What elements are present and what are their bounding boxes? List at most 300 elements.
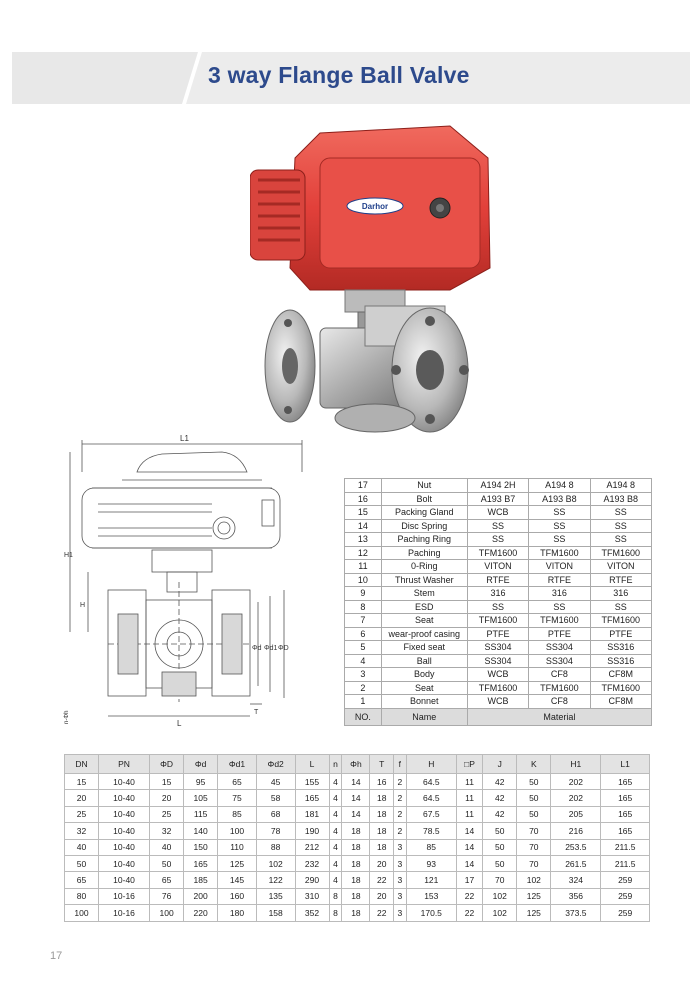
material-cell: SS — [529, 519, 590, 533]
dimension-cell: 17 — [456, 872, 482, 888]
dimension-cell: 2 — [393, 806, 406, 822]
material-cell: Paching — [381, 546, 467, 560]
material-cell: 2 — [345, 681, 382, 695]
dimension-header-cell: n — [329, 755, 342, 774]
dimension-cell: 22 — [456, 888, 482, 904]
dimension-cell: 122 — [256, 872, 295, 888]
page-title: 3 way Flange Ball Valve — [208, 62, 470, 88]
dimension-cell: 78 — [256, 823, 295, 839]
dimension-header-cell: PN — [99, 755, 150, 774]
material-cell: 5 — [345, 641, 382, 655]
dimension-cell: 14 — [456, 823, 482, 839]
dimension-header-row — [65, 755, 650, 774]
dimension-cell: 140 — [184, 823, 218, 839]
dimension-cell: 11 — [456, 790, 482, 806]
dimension-cell: 15 — [65, 774, 99, 790]
dimension-cell: 125 — [517, 905, 551, 921]
dimension-cell: 64.5 — [406, 790, 456, 806]
dimension-cell: 165 — [184, 855, 218, 871]
dimension-cell: 50 — [517, 774, 551, 790]
material-cell: TFM1600 — [590, 546, 651, 560]
dimension-cell: 14 — [342, 790, 370, 806]
dimension-cell: 14 — [342, 774, 370, 790]
dimension-cell: 18 — [370, 823, 393, 839]
dimension-cell: 68 — [256, 806, 295, 822]
dimension-cell: 261.5 — [551, 855, 601, 871]
dimension-cell: 4 — [329, 806, 342, 822]
dimension-cell: 8 — [329, 888, 342, 904]
page-number: 17 — [50, 950, 63, 962]
dimension-cell: 165 — [601, 774, 650, 790]
dimension-cell: 212 — [295, 839, 329, 855]
material-cell: VITON — [590, 560, 651, 574]
material-cell: 10 — [345, 573, 382, 587]
dimension-cell: 95 — [184, 774, 218, 790]
dimension-cell: 4 — [329, 823, 342, 839]
dimension-cell: 100 — [218, 823, 257, 839]
dimension-cell: 259 — [601, 905, 650, 921]
dimension-cell: 10-16 — [99, 905, 150, 921]
material-cell: Stem — [381, 587, 467, 601]
material-cell: 1 — [345, 695, 382, 709]
material-cell: Disc Spring — [381, 519, 467, 533]
material-cell: 3 — [345, 668, 382, 682]
dimension-cell: 220 — [184, 905, 218, 921]
label-phid1: Φd1 — [264, 645, 278, 652]
dimension-cell: 18 — [342, 823, 370, 839]
material-cell: wear-proof casing — [381, 627, 467, 641]
dimension-cell: 211.5 — [601, 855, 650, 871]
dimension-cell: 20 — [150, 790, 184, 806]
material-cell: A194 8 — [590, 479, 651, 493]
dimension-header-cell: K — [517, 755, 551, 774]
dimension-cell: 85 — [218, 806, 257, 822]
dimension-cell: 200 — [184, 888, 218, 904]
dimension-cell: 10-40 — [99, 872, 150, 888]
dimension-cell: 65 — [150, 872, 184, 888]
dimension-cell: 32 — [65, 823, 99, 839]
dimension-cell: 80 — [65, 888, 99, 904]
dimension-cell: 75 — [218, 790, 257, 806]
dimension-cell: 10-40 — [99, 790, 150, 806]
material-cell: SS304 — [529, 654, 590, 668]
dimension-cell: 93 — [406, 855, 456, 871]
material-cell: 14 — [345, 519, 382, 533]
material-cell: 316 — [467, 587, 528, 601]
material-cell: SS316 — [590, 654, 651, 668]
material-cell: Ball — [381, 654, 467, 668]
dimension-cell: 88 — [256, 839, 295, 855]
dimension-cell: 165 — [601, 823, 650, 839]
dimension-cell: 4 — [329, 774, 342, 790]
dimension-cell: 50 — [483, 855, 517, 871]
material-cell: TFM1600 — [529, 546, 590, 560]
material-cell: SS — [529, 533, 590, 547]
dimension-cell: 185 — [184, 872, 218, 888]
dimension-cell: 50 — [150, 855, 184, 871]
material-cell: 13 — [345, 533, 382, 547]
dimension-cell: 211.5 — [601, 839, 650, 855]
dimension-cell: 102 — [483, 888, 517, 904]
material-row — [345, 600, 652, 614]
dimension-row — [65, 774, 650, 790]
dimension-cell: 20 — [370, 888, 393, 904]
material-row — [345, 479, 652, 493]
dimension-cell: 253.5 — [551, 839, 601, 855]
material-cell: WCB — [467, 695, 528, 709]
material-cell: A194 8 — [529, 479, 590, 493]
dimension-cell: 11 — [456, 774, 482, 790]
material-cell: 12 — [345, 546, 382, 560]
material-row — [345, 641, 652, 655]
dimension-cell: 50 — [483, 839, 517, 855]
dimension-cell: 205 — [551, 806, 601, 822]
dimension-cell: 8 — [329, 905, 342, 921]
material-cell: 6 — [345, 627, 382, 641]
material-cell: RTFE — [529, 573, 590, 587]
dimension-cell: 18 — [342, 905, 370, 921]
dimension-cell: 40 — [150, 839, 184, 855]
dimension-cell: 165 — [601, 790, 650, 806]
dimension-cell: 85 — [406, 839, 456, 855]
material-cell: A193 B8 — [529, 492, 590, 506]
dimension-cell: 25 — [65, 806, 99, 822]
dimension-cell: 115 — [184, 806, 218, 822]
dimension-cell: 20 — [65, 790, 99, 806]
dimension-cell: 181 — [295, 806, 329, 822]
material-cell: SS — [590, 506, 651, 520]
dimension-cell: 14 — [456, 855, 482, 871]
material-cell: 8 — [345, 600, 382, 614]
dimension-header-cell: H1 — [551, 755, 601, 774]
material-cell: SS304 — [467, 641, 528, 655]
dimension-cell: 10-40 — [99, 855, 150, 871]
dimension-cell: 180 — [218, 905, 257, 921]
dimension-cell: 202 — [551, 790, 601, 806]
dimension-row — [65, 823, 650, 839]
dimension-cell: 4 — [329, 872, 342, 888]
dimension-cell: 110 — [218, 839, 257, 855]
material-cell: Seat — [381, 614, 467, 628]
material-cell: PTFE — [529, 627, 590, 641]
dimension-cell: 150 — [184, 839, 218, 855]
material-cell: 7 — [345, 614, 382, 628]
dimension-header-cell: f — [393, 755, 406, 774]
technical-drawing — [62, 432, 342, 730]
dimension-cell: 3 — [393, 855, 406, 871]
dimension-cell: 324 — [551, 872, 601, 888]
material-cell: Body — [381, 668, 467, 682]
material-cell: TFM1600 — [529, 681, 590, 695]
dimension-header-cell: Φh — [342, 755, 370, 774]
material-row — [345, 533, 652, 547]
dimension-cell: 18 — [370, 839, 393, 855]
dimension-cell: 18 — [370, 790, 393, 806]
material-cell: CF8 — [529, 668, 590, 682]
material-cell: SS — [590, 519, 651, 533]
dimension-cell: 70 — [517, 855, 551, 871]
material-cell: 9 — [345, 587, 382, 601]
material-header-row — [345, 708, 652, 725]
dimension-header-cell: Φd2 — [256, 755, 295, 774]
dimension-cell: 15 — [150, 774, 184, 790]
dimension-row — [65, 855, 650, 871]
material-cell: VITON — [467, 560, 528, 574]
dimension-cell: 165 — [601, 806, 650, 822]
material-row — [345, 492, 652, 506]
dimension-cell: 259 — [601, 872, 650, 888]
material-cell: A193 B7 — [467, 492, 528, 506]
dimension-cell: 202 — [551, 774, 601, 790]
dimension-cell: 10-40 — [99, 774, 150, 790]
dimension-row — [65, 905, 650, 921]
material-cell: 17 — [345, 479, 382, 493]
material-cell: Fixed seat — [381, 641, 467, 655]
dimension-cell: 25 — [150, 806, 184, 822]
dimension-header-cell: ΦD — [150, 755, 184, 774]
dimension-header-cell: L1 — [601, 755, 650, 774]
dimension-row — [65, 839, 650, 855]
dimension-cell: 3 — [393, 839, 406, 855]
dimension-cell: 14 — [342, 806, 370, 822]
label-l: L — [177, 719, 182, 728]
dimension-cell: 2 — [393, 790, 406, 806]
dimensions-table — [64, 754, 650, 922]
dimension-cell: 125 — [517, 888, 551, 904]
dimension-cell: 145 — [218, 872, 257, 888]
material-cell: CF8 — [529, 695, 590, 709]
material-cell: 11 — [345, 560, 382, 574]
dimension-header-cell: DN — [65, 755, 99, 774]
material-cell: 316 — [590, 587, 651, 601]
dimension-cell: 232 — [295, 855, 329, 871]
material-cell: SS316 — [590, 641, 651, 655]
dimension-cell: 67.5 — [406, 806, 456, 822]
dimension-cell: 259 — [601, 888, 650, 904]
dimension-header-cell: L — [295, 755, 329, 774]
dimension-cell: 310 — [295, 888, 329, 904]
dimension-row — [65, 872, 650, 888]
material-cell: TFM1600 — [467, 614, 528, 628]
dimension-header-cell: Φd — [184, 755, 218, 774]
dimension-header-cell: Φd1 — [218, 755, 257, 774]
material-row — [345, 654, 652, 668]
dimension-cell: 58 — [256, 790, 295, 806]
material-row — [345, 506, 652, 520]
label-nphi: n-Φh — [64, 710, 70, 724]
dimension-cell: 3 — [393, 905, 406, 921]
material-cell: WCB — [467, 668, 528, 682]
dimension-cell: 14 — [456, 839, 482, 855]
material-cell: Paching Ring — [381, 533, 467, 547]
dimension-cell: 165 — [295, 790, 329, 806]
dimension-cell: 100 — [150, 905, 184, 921]
dimension-cell: 10-40 — [99, 823, 150, 839]
material-cell: SS — [467, 600, 528, 614]
dimension-header-cell: □P — [456, 755, 482, 774]
material-cell: TFM1600 — [467, 681, 528, 695]
dimension-cell: 373.5 — [551, 905, 601, 921]
material-cell: SS — [590, 533, 651, 547]
dimension-cell: 4 — [329, 839, 342, 855]
material-cell: Bonnet — [381, 695, 467, 709]
dimension-cell: 356 — [551, 888, 601, 904]
material-header-name: Name — [381, 708, 467, 725]
dimension-cell: 158 — [256, 905, 295, 921]
dimension-cell: 125 — [218, 855, 257, 871]
material-header-no: NO. — [345, 708, 382, 725]
dimension-cell: 100 — [65, 905, 99, 921]
dimension-cell: 76 — [150, 888, 184, 904]
label-l1: L1 — [180, 434, 189, 443]
label-phid: Φd — [252, 645, 262, 652]
dimension-cell: 18 — [342, 872, 370, 888]
dimension-cell: 42 — [483, 806, 517, 822]
material-cell: RTFE — [467, 573, 528, 587]
material-cell: TFM1600 — [590, 681, 651, 695]
dimension-cell: 42 — [483, 790, 517, 806]
dimension-cell: 10-40 — [99, 806, 150, 822]
dimension-cell: 18 — [370, 806, 393, 822]
dimension-cell: 160 — [218, 888, 257, 904]
product-photo — [250, 118, 500, 438]
dimension-cell: 18 — [342, 839, 370, 855]
material-cell: 4 — [345, 654, 382, 668]
material-row — [345, 587, 652, 601]
dimension-cell: 22 — [370, 872, 393, 888]
material-cell: TFM1600 — [467, 546, 528, 560]
dimension-row — [65, 790, 650, 806]
material-cell: 0-Ring — [381, 560, 467, 574]
dimension-cell: 352 — [295, 905, 329, 921]
dimension-cell: 22 — [456, 905, 482, 921]
dimension-cell: 70 — [483, 872, 517, 888]
dimension-cell: 16 — [370, 774, 393, 790]
dimension-row — [65, 888, 650, 904]
dimension-cell: 3 — [393, 872, 406, 888]
material-cell: 15 — [345, 506, 382, 520]
dimension-cell: 50 — [517, 806, 551, 822]
label-h: H — [80, 602, 86, 609]
material-row — [345, 695, 652, 709]
material-row — [345, 614, 652, 628]
dimension-cell: 4 — [329, 790, 342, 806]
material-cell: VITON — [529, 560, 590, 574]
material-row — [345, 668, 652, 682]
dimension-cell: 20 — [370, 855, 393, 871]
material-cell: Nut — [381, 479, 467, 493]
material-cell: CF8M — [590, 668, 651, 682]
material-cell: Thrust Washer — [381, 573, 467, 587]
label-phiD: ΦD — [278, 645, 289, 652]
material-cell: SS304 — [467, 654, 528, 668]
material-cell: CF8M — [590, 695, 651, 709]
dimension-cell: 4 — [329, 855, 342, 871]
material-cell: Packing Gland — [381, 506, 467, 520]
material-row — [345, 560, 652, 574]
dimension-cell: 102 — [483, 905, 517, 921]
dimension-cell: 18 — [342, 855, 370, 871]
dimension-cell: 102 — [517, 872, 551, 888]
dimension-cell: 170.5 — [406, 905, 456, 921]
material-cell: RTFE — [590, 573, 651, 587]
dimension-cell: 2 — [393, 774, 406, 790]
dimension-cell: 42 — [483, 774, 517, 790]
dimension-cell: 32 — [150, 823, 184, 839]
dimension-cell: 216 — [551, 823, 601, 839]
material-header-material: Material — [467, 708, 651, 725]
material-cell: SS — [467, 533, 528, 547]
dimension-cell: 135 — [256, 888, 295, 904]
material-cell: A193 B8 — [590, 492, 651, 506]
material-cell: SS — [467, 519, 528, 533]
material-row — [345, 627, 652, 641]
dimension-cell: 105 — [184, 790, 218, 806]
dimension-cell: 3 — [393, 888, 406, 904]
material-cell: WCB — [467, 506, 528, 520]
dimension-cell: 40 — [65, 839, 99, 855]
dimension-cell: 155 — [295, 774, 329, 790]
material-cell: TFM1600 — [529, 614, 590, 628]
material-cell: SS304 — [529, 641, 590, 655]
dimension-cell: 45 — [256, 774, 295, 790]
dimension-row — [65, 806, 650, 822]
dimension-header-cell: J — [483, 755, 517, 774]
material-cell: 16 — [345, 492, 382, 506]
dimension-cell: 121 — [406, 872, 456, 888]
dimension-cell: 70 — [517, 839, 551, 855]
material-cell: 316 — [529, 587, 590, 601]
dimension-cell: 70 — [517, 823, 551, 839]
dimension-cell: 65 — [218, 774, 257, 790]
material-cell: Bolt — [381, 492, 467, 506]
material-cell: Seat — [381, 681, 467, 695]
dimension-cell: 290 — [295, 872, 329, 888]
material-row — [345, 573, 652, 587]
dimension-cell: 10-40 — [99, 839, 150, 855]
dimension-cell: 190 — [295, 823, 329, 839]
dimension-header-cell: H — [406, 755, 456, 774]
dimension-cell: 10-16 — [99, 888, 150, 904]
material-cell: PTFE — [590, 627, 651, 641]
material-cell: ESD — [381, 600, 467, 614]
material-cell: SS — [529, 506, 590, 520]
material-row — [345, 519, 652, 533]
material-cell: A194 2H — [467, 479, 528, 493]
material-row — [345, 681, 652, 695]
material-cell: SS — [529, 600, 590, 614]
material-cell: SS — [590, 600, 651, 614]
dimension-header-cell: T — [370, 755, 393, 774]
dimension-cell: 50 — [517, 790, 551, 806]
dimension-cell: 50 — [65, 855, 99, 871]
dimension-cell: 65 — [65, 872, 99, 888]
label-h1: H1 — [64, 552, 73, 559]
dimension-cell: 102 — [256, 855, 295, 871]
dimension-cell: 50 — [483, 823, 517, 839]
dimension-cell: 64.5 — [406, 774, 456, 790]
brand-logo: Darhor — [361, 202, 389, 211]
materials-table — [344, 478, 652, 726]
dimension-cell: 18 — [342, 888, 370, 904]
material-cell: PTFE — [467, 627, 528, 641]
material-row — [345, 546, 652, 560]
label-t: T — [254, 709, 259, 716]
dimension-cell: 22 — [370, 905, 393, 921]
material-cell: TFM1600 — [590, 614, 651, 628]
dimension-cell: 78.5 — [406, 823, 456, 839]
dimension-cell: 2 — [393, 823, 406, 839]
